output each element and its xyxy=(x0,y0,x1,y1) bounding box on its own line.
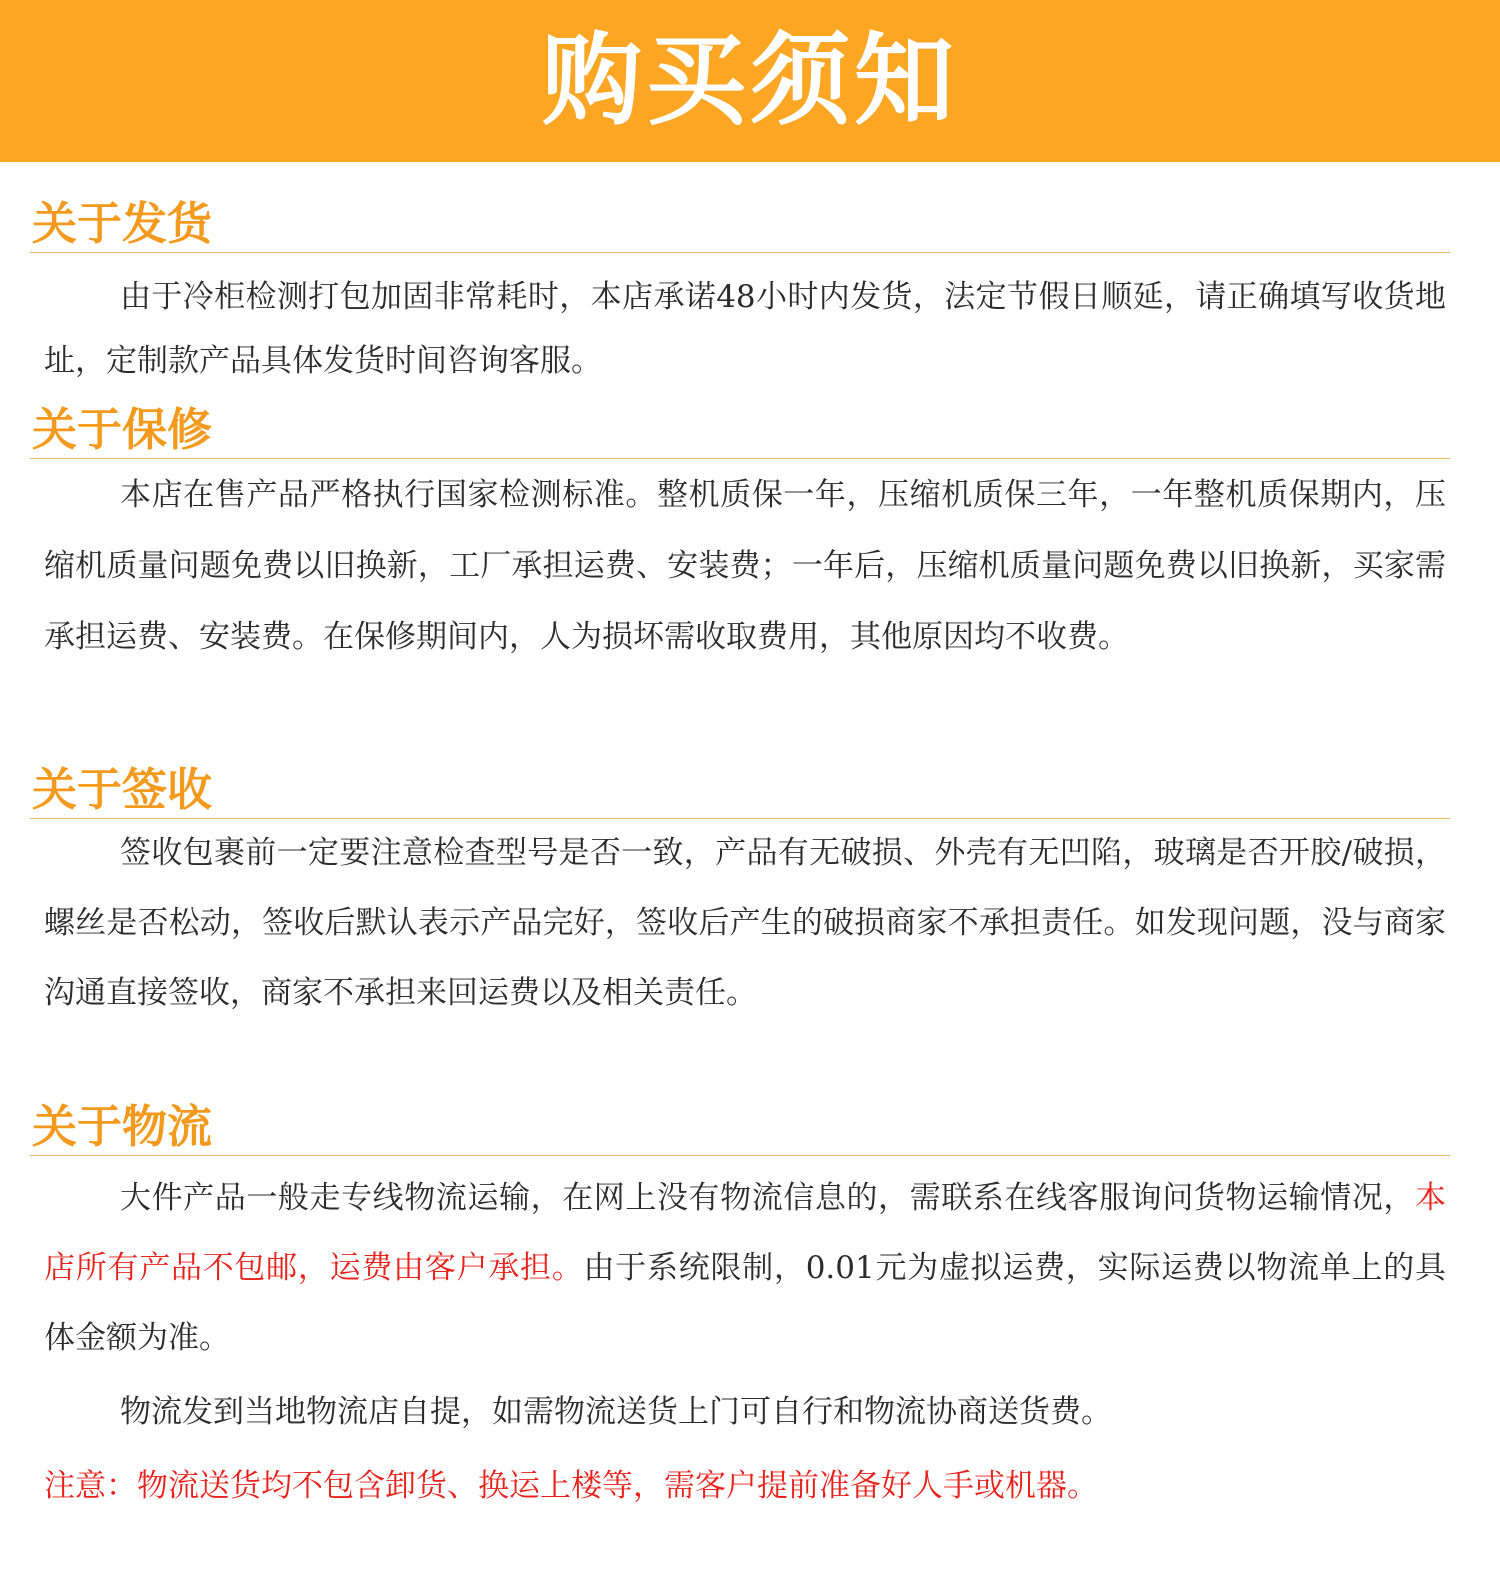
shipping-paragraph: 由于冷柜检测打包加固非常耗时，本店承诺48小时内发货，法定节假日顺延，请正确填写收货地址，定制款产品具体发货时间咨询客服。 xyxy=(44,279,1446,379)
logistics-text-end: 由于系统限制，0.01元为虚拟运费，实际运费以物流单上的具体金额为准。 xyxy=(44,1250,1447,1356)
section-heading-label: 关于发货 xyxy=(32,197,213,250)
section-heading-label: 关于保修 xyxy=(32,403,213,456)
logistics-highlight: 本店所有产品不包邮，运费由客户承担。 xyxy=(44,1180,1446,1286)
logistics-pickup-paragraph: 物流发到当地物流店自提，如需物流送货上门可自行和物流协商送货费。 xyxy=(120,1394,1112,1430)
section-heading-receipt xyxy=(30,758,1450,819)
logistics-paragraph xyxy=(44,1163,1446,1373)
section-heading-logistics xyxy=(30,1095,1450,1156)
section-heading-warranty xyxy=(30,398,1450,459)
section-heading-label: 关于签收 xyxy=(32,763,213,816)
title-banner xyxy=(0,0,1500,162)
warranty-paragraph: 本店在售产品严格执行国家检测标准。整机质保一年，压缩机质保三年，一年整机质保期内，压缩机质量问题免费以旧换新，工厂承担运费、安装费；一年后，压缩机质量问题免费以旧换新，买家需承担运费、安装费。在保修期间内，人为损坏需收取费用，其他原因均不收费。 xyxy=(44,477,1446,655)
logistics-note: 注意：物流送货均不包含卸货、换运上楼等，需客户提前准备好人手或机器。 xyxy=(44,1468,1098,1504)
section-heading-label: 关于物流 xyxy=(32,1100,213,1153)
receipt-paragraph: 签收包裹前一定要注意检查型号是否一致，产品有无破损、外壳有无凹陷，玻璃是否开胶/破损，螺丝是否松动，签收后默认表示产品完好，签收后产生的破损商家不承担责任。如发现问题，没与商家沟通直接签收，商家不承担来回运费以及相关责任。 xyxy=(44,835,1446,1011)
page-title: 购买须知 xyxy=(542,22,958,139)
section-heading-shipping xyxy=(30,192,1450,253)
logistics-text-start: 大件产品一般走专线物流运输，在网上没有物流信息的，需联系在线客服询问货物运输情况， xyxy=(120,1180,1415,1216)
